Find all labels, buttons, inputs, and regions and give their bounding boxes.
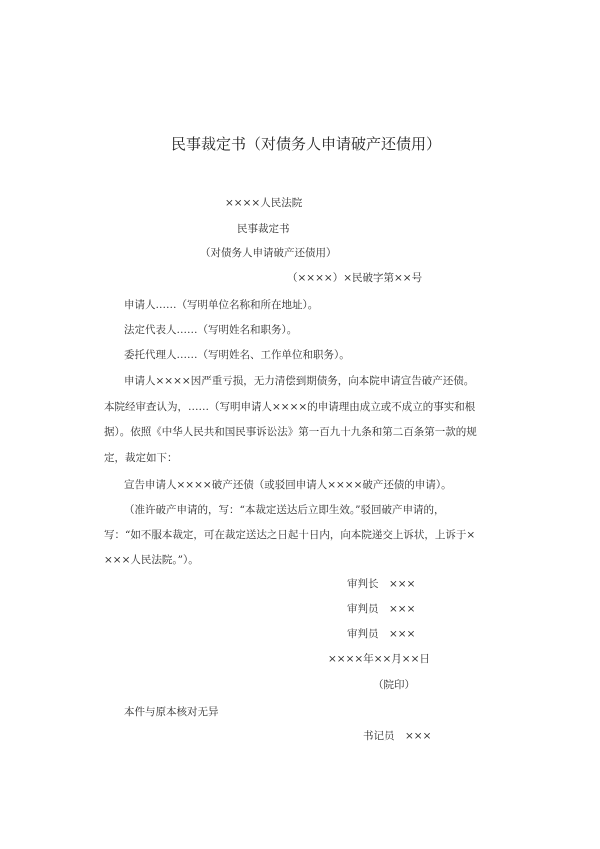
doc-type: 民事裁定书	[237, 223, 290, 235]
body-line: 写：“如不服本裁定，可在裁定送达之日起十日内，向本院递交上诉状，上诉于×	[104, 529, 476, 541]
verification-note: 本件与原本核对无异	[124, 706, 219, 718]
case-number: （××××）×民破字第××号	[287, 272, 423, 284]
party-legal-rep: 法定代表人……（写明姓名和职务）。	[124, 324, 298, 336]
party-agent: 委托代理人……（写明姓名、工作单位和职务）。	[124, 349, 350, 361]
signature-presiding-judge: 审判长 ×××	[347, 578, 416, 590]
body-line: （准许破产申请的，写：“本裁定送达后立即生效。”驳回破产申请的，	[124, 504, 445, 516]
signature-clerk: 书记员 ×××	[363, 730, 432, 742]
party-applicant: 申请人……（写明单位名称和所在地址）。	[124, 299, 319, 311]
signature-judge: 审判员 ×××	[347, 603, 416, 615]
body-line: 申请人××××因严重亏损，无力清偿到期债务，向本院申请宣告破产还债。	[124, 375, 475, 387]
body-line: 宣告申请人××××破产还债（或驳回申请人××××破产还债的申请）。	[124, 479, 452, 491]
body-line: 定，裁定如下：	[104, 452, 178, 464]
ruling-date: ××××年××月××日	[328, 653, 430, 665]
body-line: ×××人民法院。”）。	[104, 554, 199, 566]
document-heading: 民事裁定书（对债务人申请破产还债用）	[171, 135, 442, 153]
signature-judge: 审判员 ×××	[347, 628, 416, 640]
body-line: 本院经审查认为，……（写明申请人××××的申请理由成立或不成立的事实和根	[104, 401, 476, 413]
doc-subtitle: （对债务人申请破产还债用）	[200, 247, 337, 259]
body-line: 据）。依照《中华人民共和国民事诉讼法》第一百九十九条和第二百条第一款的规	[104, 426, 477, 438]
court-seal: （院印）	[373, 679, 415, 691]
court-name: ××××人民法院	[225, 197, 303, 209]
